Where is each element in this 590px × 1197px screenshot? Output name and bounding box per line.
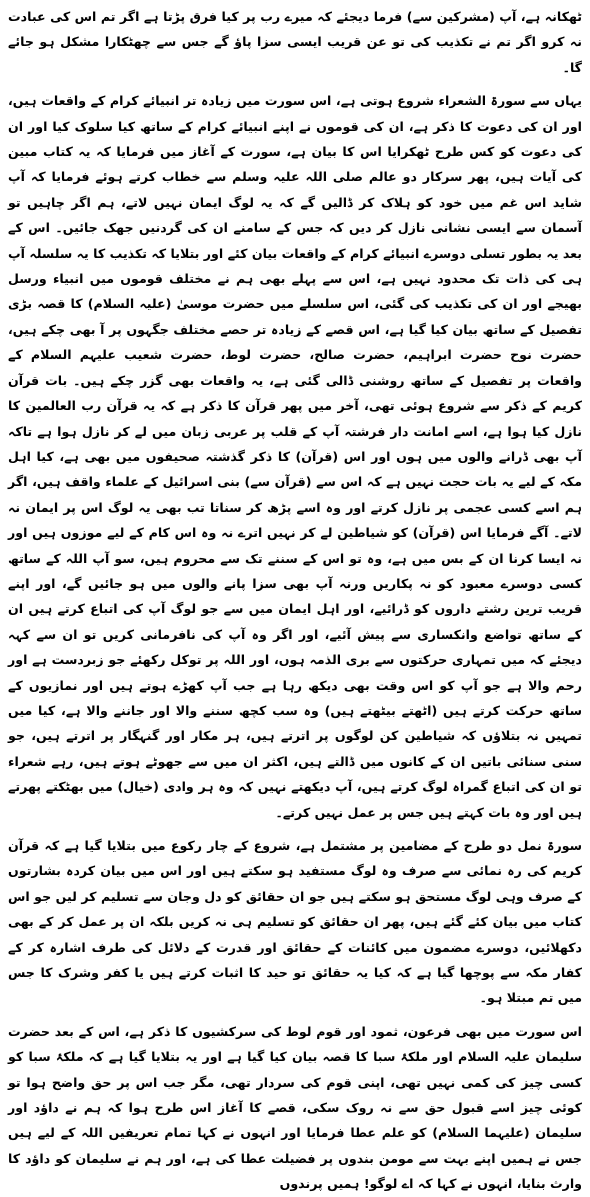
paragraph-2: یہاں سے سورۃ الشعراء شروع ہوتی ہے، اس سورت میں زیادہ تر انبیائے کرام کے واقعات ہیں، اور ان کی دعوت کا ذکر ہے، ان کی قوموں نے اپنے انبیائے کرام کے ساتھ کیا سلوک کیا اور ان کی دعوت کو کس طرح ٹھکرایا اس کا بیان ہے، سورت کے آغاز میں فرمایا کہ یہ کتاب مبین کی آیات ہیں، پھر سرکار دو عالم صلی اللہ علیہ وسلم سے خطاب کرتے ہوئے فرمایا کہ آپ شاید اس غم میں خود کو ہلاک کر ڈالیں گے کہ یہ لوگ ایمان نہیں لاتے، ہم اگر چاہیں تو آسمان سے ایسی نشانی نازل کر دیں کہ جس کے سامنے ان کی گردنیں جھک جائیں۔ اس کے بعد یہ بطور تسلی دوسرے انبیائے کرام کے واقعات بیان کئے اور بتلایا کہ تکذیب کا یہ سلسلہ آپ ہی کی ذات تک محدود نہیں ہے، اس سے پہلے بھی ہم نے مختلف قوموں میں انبیاء ورسل بھیجے اور ان کی تکذیب کی گئی، اس سلسلے میں حضرت موسیٰ (علیہ السلام) کا قصہ بڑی تفصیل کے ساتھ بیان کیا گیا ہے، اس قصے کے زیادہ تر حصے مختلف جگہوں پر آ بھی چکے ہیں، حضرت نوح حضرت ابراہیم، حضرت صالح، حضرت لوط، حضرت شعیب علیہم السلام کے واقعات پر تفصیل کے ساتھ روشنی ڈالی گئی ہے، یہ واقعات بھی گزر چکے ہیں۔ بات قرآن کریم کے ذکر سے شروع ہوئی تھی، آخر میں پھر قرآن کا ذکر ہے کہ یہ قرآن رب العالمین کا نازل کیا ہوا ہے، اسے امانت دار فرشتہ آپ کے قلب پر عربی زبان میں لے کر نازل ہوا ہے تاکہ آپ بھی ڈرانے والوں میں ہوں اور اس (قرآن) کا ذکر گذشتہ صحیفوں میں بھی ہے، کیا اہل مکہ کے لیے یہ بات حجت نہیں ہے کہ اس سے (قرآن سے) بنی اسرائیل کے علماء واقف ہیں، اگر ہم اسے کسی عجمی پر نازل کرتے اور وہ اسے پڑھ کر سناتا تب بھی یہ لوگ اس پر ایمان نہ لاتے۔ آگے فرمایا اس (قرآن) کو شیاطین لے کر نہیں اترے نہ وہ اس کام کے لیے موزوں ہیں اور نہ ایسا کرنا ان کے بس میں ہے، وہ تو اس کے سننے تک سے محروم ہیں، سو آپ اللہ کے ساتھ کسی دوسرے معبود کو نہ پکاریں ورنہ آپ بھی سزا پانے والوں میں ہو جائیں گے، اور اپنے قریب ترین رشتے داروں کو ڈرائیے، اور اہل ایمان میں سے جو لوگ آپ کی اتباع کرتے ہیں ان کے ساتھ تواضع وانکساری سے پیش آئیے، اور اگر وہ آپ کی نافرمانی کریں تو ان سے کہہ دیجئے کہ میں تمہاری حرکتوں سے بری الذمہ ہوں، اور اللہ پر توکل رکھئے جو زبردست ہے اور رحم والا ہے جو آپ کو اس وقت بھی دیکھ رہا ہے جب آپ کھڑے ہوتے ہیں اور نمازیوں کے ساتھ حرکت کرتے ہیں (اٹھتے بیٹھتے ہیں) وہ سب کچھ سننے والا اور جاننے والا ہے، کیا میں تمہیں نہ بتلاؤں کہ شیاطین کن لوگوں پر اترتے ہیں، ہر مکار اور گنہگار پر اترتے ہیں، جو سنی سنائی باتیں ان کے کانوں میں ڈالتے ہیں، اکثر ان میں سے جھوٹے ہوتے ہیں، رہے شعراء تو ان کی اتباع گمراہ لوگ کرتے ہیں، آپ دیکھتے نہیں کہ وہ ہر وادی (خیال) میں بھٹکتے پھرتے ہیں اور وہ بات کہتے ہیں جس پر عمل نہیں کرتے۔ [8, 93, 582, 820]
paragraph-4: اس سورت میں بھی فرعون، ثمود اور قوم لوط کی سرکشیوں کا ذکر ہے، اس کے بعد حضرت سلیمان علیہ السلام اور ملکۂ سبا کا قصہ بیان کیا گیا ہے اور یہ بتلایا گیا ہے کہ ملکۂ سبا کو کسی چیز کی کمی نہیں تھی، اپنی قوم کی سردار تھی، مگر جب اس پر حق واضح ہوا تو کوئی چیز اسے قبول حق سے نہ روک سکی، قصے کا آغاز اس طرح ہوا کہ ہم نے داؤد اور سلیمان (علیہما السلام) کو علم عطا فرمایا اور انہوں نے کہا تمام تعریفیں اللہ کے لیے ہیں جس نے ہمیں اپنے بہت سے مومن بندوں پر فضیلت عطا کی ہے، اور ہم نے سلیمان کو داؤد کا وارث بنایا، انہوں نے کہا کہ اے لوگو! ہمیں پرندوں [8, 1023, 582, 1192]
paragraph-1: ٹھکانہ ہے، آپ (مشرکین سے) فرما دیجئے کہ میرے رب پر کیا فرق پڑتا ہے اگر تم اس کی عبادت نہ کرو اگر تم نے تکذیب کی تو عن قریب ایسی سزا پاؤ گے جس سے چھٹکارا مشکل ہو جائے گا۔ [8, 9, 582, 75]
paragraph-3: سورۃ نمل دو طرح کے مضامین پر مشتمل ہے، شروع کے چار رکوع میں بتلایا گیا ہے کہ قرآن کریم کی رہ نمائی سے صرف وہ لوگ مستفید ہو سکتے ہیں اور اس میں بیان کردہ بشارتوں کے صرف وہی لوگ مستحق ہو سکتے ہیں جو ان حقائق کو دل وجان سے تسلیم کر لیں جو اس کتاب میں بیان کئے گئے ہیں، پھر ان حقائق کو تسلیم ہی نہ کریں بلکہ ان پر عمل کر کے بھی دکھلائیں، دوسرے مضمون میں کائنات کے حقائق اور قدرت کے دلائل کی طرف اشارہ کر کے کفار مکہ سے پوچھا گیا ہے کہ کیا یہ حقائق تو حید کا اثبات کرتے ہیں یا کفر وشرک کا جس میں تم مبتلا ہو۔ [8, 838, 582, 1006]
